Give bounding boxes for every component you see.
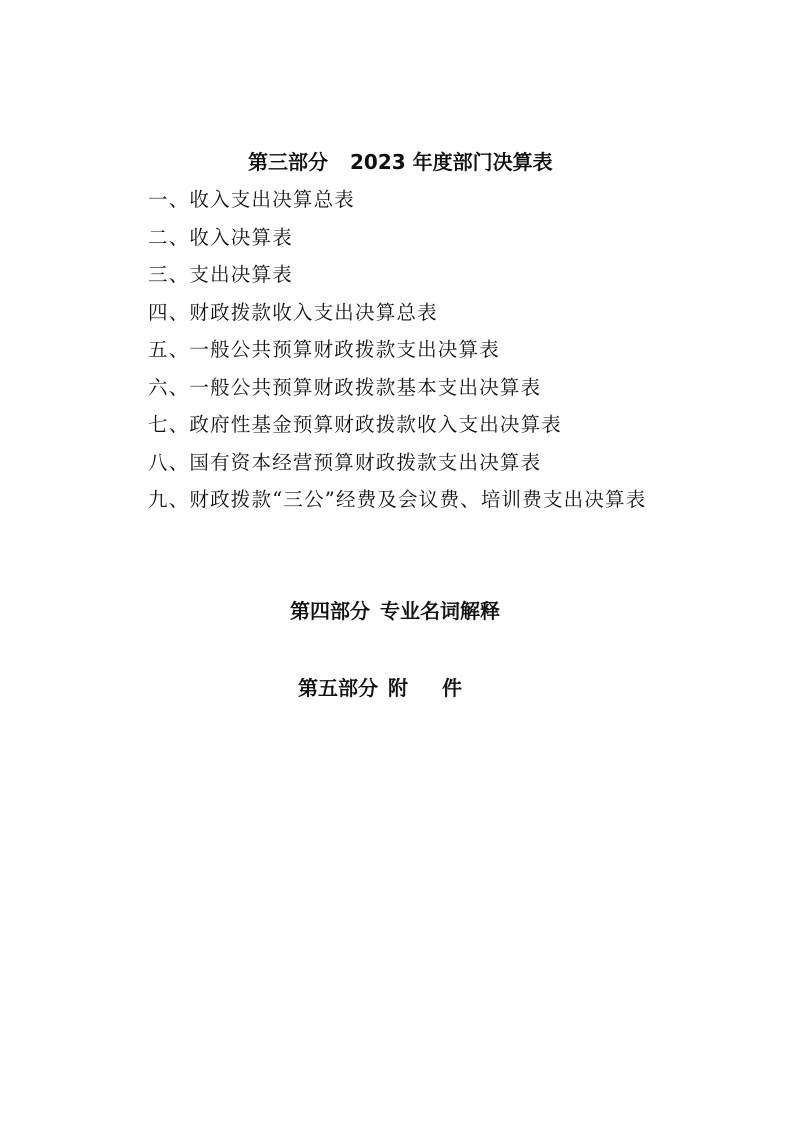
toc-item-7: 七、政府性基金预算财政拨款收入支出决算表 — [148, 413, 563, 436]
part4-title: 专业名词解释 — [380, 599, 500, 623]
toc-item-6: 六、一般公共预算财政拨款基本支出决算表 — [148, 375, 542, 399]
toc-item-5: 五、一般公共预算财政拨款支出决算表 — [148, 338, 500, 361]
table-list — [148, 187, 646, 525]
part5-title-b: 件 — [442, 676, 462, 700]
toc-item-3: 三、支出决算表 — [148, 263, 293, 286]
toc-item-1: 一、收入支出决算总表 — [148, 188, 356, 211]
part3-title: 2023 年度部门决算表 — [350, 150, 553, 174]
part3-heading — [248, 150, 553, 174]
toc-item-2: 二、收入决算表 — [148, 225, 293, 249]
toc-item-8: 八、国有资本经营预算财政拨款支出决算表 — [148, 450, 542, 474]
part4-label: 第四部分 — [290, 599, 370, 623]
part5-heading — [298, 676, 462, 700]
part4-heading — [290, 599, 500, 623]
part3-label: 第三部分 — [248, 150, 328, 174]
part5-title-a: 附 — [388, 676, 408, 700]
toc-item-9: 九、财政拨款“三公”经费及会议费、培训费支出决算表 — [148, 488, 647, 511]
part5-label: 第五部分 — [298, 676, 378, 700]
toc-item-4: 四、财政拨款收入支出决算总表 — [148, 300, 438, 324]
